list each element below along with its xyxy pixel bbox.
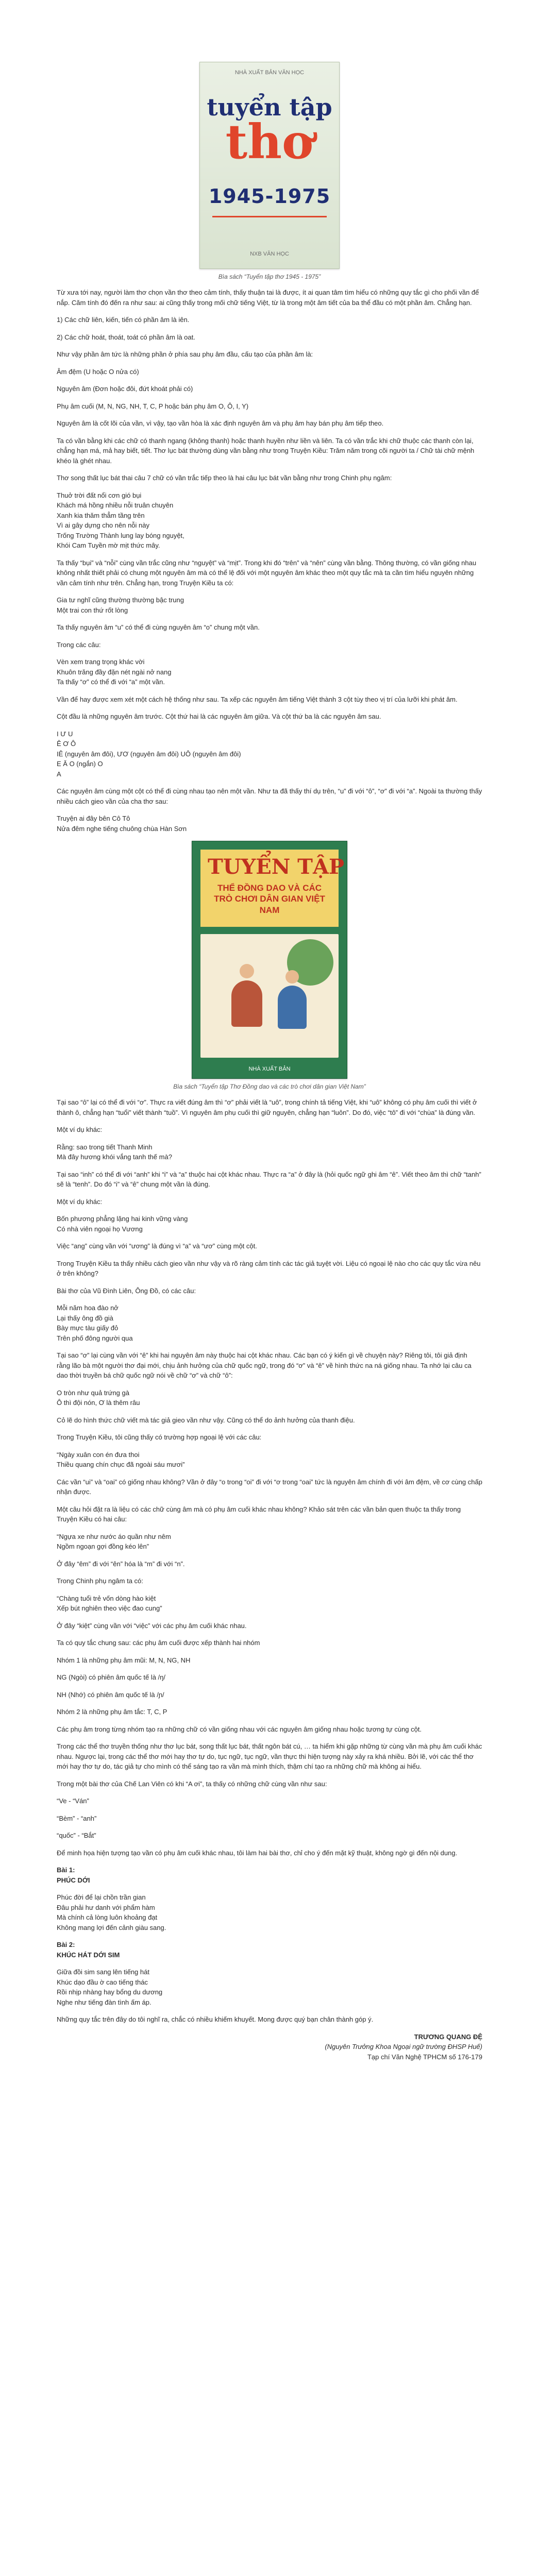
poem-line: Ô thì đội nón, Ơ là thêm râu (57, 1399, 140, 1406)
poem-line: Mỗi năm hoa đào nở (57, 1304, 119, 1312)
article-body-part-2 (57, 1097, 482, 2025)
poem-line: Ê Ơ Ô (57, 740, 76, 748)
poem-block (57, 1892, 482, 1933)
poem-line: Nửa đêm nghe tiếng chuông chùa Hàn Sơn (57, 824, 187, 833)
poem-title (57, 1940, 482, 1960)
poem-line: Khách má hồng nhiều nỗi truân chuyên (57, 501, 174, 509)
paragraph: Trong các câu: (57, 640, 101, 649)
poem-line: Xếp bút nghiên theo việc đao cung” (57, 1604, 162, 1612)
paragraph: NH (Nhớ) có phiên âm quốc tế là /ɲ/ (57, 1690, 164, 1699)
paragraph: Thơ song thất lục bát thai câu 7 chữ có vần trắc tiếp theo là hai câu lục bát vần bằng như trong Chinh phụ ngâm: (57, 474, 392, 482)
figure-book-cover-2 (57, 841, 482, 1090)
book-cover-footer: NXB VĂN HỌC (250, 251, 289, 257)
poem-line: Khuôn trăng đầy đặn nét ngài nở nang (57, 668, 172, 676)
poem-line: Mà đây hương khói vắng tanh thế mà? (57, 1153, 172, 1161)
paragraph: Trong Truyện Kiều, tôi cũng thấy có trường hợp ngoại lệ với các câu: (57, 1433, 262, 1441)
paragraph: Ở đây “kiệt” cùng vần với “việc” với các phụ âm cuối khác nhau. (57, 1621, 247, 1630)
poem-line: Đâu phải hư danh với phẩm hàm (57, 1903, 155, 1911)
paragraph: Một ví dụ khác: (57, 1126, 103, 1133)
paragraph: Tại sao “inh” có thể đi với “anh” khi “i” và “a” thuộc hai cột khác nhau. Thực ra “a” ở đây là (hỏi quốc ngữ ghi âm “ê”. Viết theo âm thì chữ “tanh” sẽ là “tenh”. Do đó “i” và “ê” chung một vần là đúng. (57, 1170, 481, 1188)
poem-block (57, 1532, 482, 1552)
paragraph: “Bèm” - “anh” (57, 1814, 97, 1822)
paragraph: Các phụ âm trong từng nhóm tạo ra những chữ có vần giống nhau với các nguyên âm giống nhau hoặc tương tự cùng cột. (57, 1725, 422, 1733)
paragraph: 2) Các chữ hoát, thoát, toát có phần âm là oat. (57, 333, 195, 341)
paragraph: Nguyên âm (Đơn hoặc đôi, đứt khoát phải có) (57, 385, 193, 393)
paragraph: Các nguyên âm cùng một cột có thể đi cùng nhau tạo nên một vần. Như ta đã thấy thí dụ trên, “u” đi với “ô”, “ơ” đi với “a”. Ngoài ta thường thấy nhiều cách gieo vần của cha thơ sau: (57, 787, 482, 805)
paragraph: Ta có quy tắc chung sau: các phụ âm cuối được xếp thành hai nhóm (57, 1639, 260, 1647)
paragraph: Như vậy phần âm tức là những phần ở phía sau phụ âm đầu, cấu tạo của phần âm là: (57, 350, 313, 358)
paragraph: “Ve - “Ván” (57, 1797, 89, 1805)
book-cover-publisher: NHÀ XUẤT BẢN VĂN HỌC (234, 70, 305, 76)
illustration-child-body (278, 986, 307, 1029)
paragraph: Phụ âm cuối (M, N, NG, NH, T, C, P hoặc bán phụ âm O, Ô, I, Y) (57, 402, 249, 410)
book-cover-publisher: NHÀ XUẤT BẢN (248, 1066, 291, 1072)
paragraph: Ta thấy “bụi” và “nỗi” cùng vần trắc cũng như “nguyệt” và “mịt”. Trong khi đó “trên” và “nên” cùng vần bằng. Thông thường, có vần giống nhau không nhất thiết phải có chung một nguyên âm mà có thể lệ đối với một nguyên âm khác theo một quy tắc mà ta cần tìm hiểu nguyên những vần cảm tính như trên. Chẳng hạn, trong Truyện Kiều ta có: (57, 558, 477, 587)
paragraph: “quốc” - “Bắt” (57, 1832, 96, 1839)
paragraph: NG (Ngòi) có phiên âm quốc tế là /ŋ/ (57, 1673, 165, 1681)
poem-line: E Ă O (ngắn) O (57, 760, 103, 768)
poem-line: Ta thấy “ơ” có thể đi với “a” một vần. (57, 678, 165, 686)
poem-line: Vì ai gây dựng cho nên nỗi này (57, 521, 149, 529)
paragraph: Cỏ lẽ do hình thức chữ viết mà tác giả gieo vần như vậy. Cũng có thể do ảnh hưởng của thanh điệu. (57, 1416, 355, 1424)
paragraph: Tại sao “ô” lại có thể đi với “ơ”. Thực ra viết đúng âm thì “ơ” phải viết là “uô”, trong chính tả tiếng Việt, khi “uô” không có phụ âm cuối thì viết ở thành ô, chẳng hạn “tuổi” viết thành “tuồ”. Vì nguyên âm phụ cuối thì giữ nguyên, chẳng hạn “luôn”. Do đó, việc “tô” đi với “chùa” là đúng vần. (57, 1098, 477, 1116)
poem-line: Bài 1: (57, 1866, 75, 1874)
paragraph: 1) Các chữ liên, kiến, tiến có phần âm là iên. (57, 316, 190, 324)
paragraph: Bài thơ của Vũ Đình Liên, Ông Đồ, có các câu: (57, 1286, 196, 1295)
poem-block (57, 1142, 482, 1162)
poem-line: Vèn xem trang trọng khác vời (57, 658, 145, 666)
poem-block (57, 814, 482, 834)
paragraph: Trong Chinh phụ ngâm ta có: (57, 1577, 143, 1585)
poem-line: Ngồm ngoạn gợi đồng kéo lên” (57, 1543, 149, 1550)
paragraph: Ta có vần bằng khi các chữ có thanh ngang (không thanh) hoặc thanh huyền như liền và liên. Ta có vần trắc khi chữ thuộc các thanh còn lại, chẳng hạn má, mả hay biết, tiết. Thơ lục bát thường dùng vần bằng như trong Truyện Kiều: Trăm năm trong cõi người ta / Chữ tài chữ mệnh khéo là ghét nhau. (57, 436, 475, 465)
author-affiliation: (Nguyên Trưởng Khoa Ngoại ngữ trường ĐHSP Huế) (325, 2043, 482, 2050)
article-body-part-1 (57, 287, 482, 834)
figure-book-cover-1 (57, 62, 482, 280)
paragraph: Một ví dụ khác: (57, 1197, 103, 1206)
poem-block (57, 1450, 482, 1470)
paragraph: Ta thấy nguyên âm “u” có thể đi cùng nguyên âm “o” chung một vần. (57, 623, 260, 631)
paragraph: Nguyên âm là cốt lõi của vần, vì vậy, tạo vần hòa là xác định nguyên âm và phụ âm hay bán phụ âm tiếp theo. (57, 419, 384, 427)
paragraph: Để minh họa hiện tượng tạo vần có phụ âm cuối khác nhau, tôi làm hai bài thơ, chỉ cho ý đến mặt kỹ thuật, không ngờ gì đến nội dung. (57, 1849, 458, 1857)
poem-line: “Chàng tuổi trẻ vốn dòng hào kiệt (57, 1594, 156, 1602)
poem-title (57, 1865, 482, 1885)
poem-block (57, 1388, 482, 1408)
poem-block (57, 1303, 482, 1343)
paragraph: Ở đây “êm” đi với “ên” hóa là “m” đi với “n”. (57, 1560, 185, 1568)
poem-block (57, 657, 482, 687)
poem-line: Lại thấy ông đồ già (57, 1314, 113, 1322)
poem-block (57, 595, 482, 615)
poem-line: Mà chính cả lòng luôn khoảng đạt (57, 1913, 158, 1921)
poem-line: Rồi nhịp nhàng hay bổng du dương (57, 1988, 163, 1996)
paragraph: Trong các thể thơ truyền thống như thơ lục bát, song thất lục bát, thất ngôn bát cú, … ta hiểm khi gặp những từ cùng vần mà phụ âm cuối khác nhau. Ngược lại, trong các thể thơ mới hay thơ tự do, tục ngữ, tục ngữ, vần thực thi hiện tượng này xảy ra khá nhiều. Bởi lẽ, với các thể thơ mới hay thơ tự do, tác giả tự cho mình có thể sáng tạo ra vần mà mình thích, thậm chí tạo ra những chữ mà không ai hiểu. (57, 1742, 482, 1770)
author-signature (57, 2032, 482, 2062)
figure-caption-2: Bìa sách “Tuyển tập Thơ Đồng dao và các trò chơi dân gian Việt Nam” (173, 1083, 366, 1090)
paragraph: Trong một bài thơ của Chế Lan Viên có khi “A ơi”, ta thấy có những chữ cùng vần như sau: (57, 1780, 327, 1788)
figure-caption-1: Bìa sách “Tuyển tập thơ 1945 - 1975” (218, 273, 321, 280)
article (57, 0, 482, 2062)
illustration-child-body (231, 980, 262, 1027)
poem-line: “Ngựa xe như nước áo quần như nêm (57, 1532, 171, 1540)
poem-line: I Ư U (57, 730, 73, 738)
poem-line: Gia tư nghĩ cũng thường thường bậc trung (57, 596, 184, 604)
paragraph: Nhóm 2 là những phụ âm tắc: T, C, P (57, 1708, 167, 1716)
poem-block (57, 1214, 482, 1234)
poem-line: Thuở trời đất nổi cơn gió bụi (57, 491, 142, 499)
paragraph: Từ xưa tới nay, người làm thơ chọn vần thơ theo cảm tính, thấy thuận tai là được, ít ai quan tâm tìm hiểu có những quy tắc gì cho phối vần để nắp. Căm tính đó đến ra như sau: ai cũng thấy trong mối chữ tiếng Việt, từ là trong một âm tiết của ba thể đầu có một phần âm. Chẳng hạn. (57, 289, 479, 307)
book-cover-illustration (200, 934, 339, 1058)
paragraph: Âm đệm (U hoặc O nửa có) (57, 367, 139, 376)
book-cover-stripe (212, 216, 327, 217)
poem-line: Truyện ai đây bên Cô Tô (57, 815, 130, 822)
illustration-child-head (240, 964, 254, 978)
illustration-child-head (285, 970, 299, 984)
poem-line: Một trai con thứ rốt lòng (57, 606, 128, 614)
book-cover-tuyen-tap-tho (199, 62, 340, 269)
poem-line: Có nhà viên ngoại họ Vương (57, 1225, 143, 1233)
poem-line: Bài 2: (57, 1941, 75, 1948)
article-source: Tạp chí Văn Nghệ TPHCM số 176-179 (367, 2053, 482, 2061)
book-cover-years: 1945-1975 (208, 185, 331, 208)
poem-line: Bày mực tàu giấy đỏ (57, 1324, 119, 1332)
poem-line: Trên phố đông người qua (57, 1334, 133, 1342)
book-cover-dong-dao (192, 841, 347, 1079)
paragraph: Vần để hay được xem xét một cách hệ thống như sau. Ta xếp các nguyên âm tiếng Việt thành 3 cột tùy theo vị trí của lưỡi khi phát âm. (57, 695, 458, 703)
paragraph: Tại sao “ơ” lại cùng vần với “ê” khi hai nguyên âm này thuộc hai cột khác nhau. Các bạn có ý kiến gì về chuyện này? Riêng tôi, tôi giả định rằng lão bà một người thơ đại mới, chịu ảnh hưởng của chữ quốc ngữ, trong đó “ơ” và “ê” về hình thức na ná giống nhau. Ta nhớ lại câu ca dao thời truyền bá chữ quốc ngữ nói về chữ “ơ” và chữ “ô”: (57, 1351, 472, 1379)
poem-line: Không mang lợi đến cảnh giàu sang. (57, 1923, 166, 1931)
book-cover-title: TUYỂN TẬP (208, 855, 345, 879)
paragraph: Trong Truyện Kiều ta thấy nhiều cách gieo vần như vậy và rõ ràng cảm tính các tác giả tuyệt vời. Liệu có ngoại lệ nào cho các quy tắc vừa nêu ở trên không? (57, 1259, 481, 1277)
paragraph: Một câu hỏi đặt ra là liệu có các chữ cùng âm mà có phụ âm cuối khác nhau không? Khảo sát trên các vần bản quen thuộc ta thấy trong Truyện Kiều có hai câu: (57, 1505, 461, 1523)
paragraph: Cột đầu là những nguyên âm trước. Cột thứ hai là các nguyên âm giữa. Và cột thứ ba là các nguyên âm sau. (57, 713, 381, 720)
poem-line: IÊ (nguyên âm đôi), ƯƠ (nguyên âm đôi) UÔ (nguyên âm đôi) (57, 750, 241, 758)
poem-line: Bốn phương phẳng lặng hai kinh vững vàng (57, 1215, 188, 1223)
poem-line: PHÚC DỚI (57, 1876, 90, 1884)
poem-block (57, 1594, 482, 1614)
poem-line: Thiều quang chín chục đã ngoài sáu mươi” (57, 1461, 185, 1468)
poem-line: A (57, 770, 61, 778)
poem-line: Rằng: sao trong tiết Thanh Minh (57, 1143, 153, 1151)
paragraph: Các vần “ui” và “oai” có giống nhau không? Vần ở đây “o trong “oi” đi với “ơ trong “oai” tức là nguyên âm chính đi với âm đệm, về cơ cùng chấp nhận được. (57, 1478, 482, 1496)
poem-block (57, 490, 482, 551)
poem-line: Xanh kia thăm thẳm tầng trên (57, 511, 145, 519)
book-cover-title-line2: thơ (225, 114, 314, 170)
poem-block (57, 1967, 482, 2007)
poem-line: Khúc dạo đầu ờ cao tiếng thác (57, 1978, 148, 1986)
paragraph: Nhóm 1 là những phụ âm mũi: M, N, NG, NH (57, 1656, 191, 1664)
book-cover-title-line1: tuyển tập (207, 93, 332, 121)
poem-line: Trống Trường Thành lung lay bóng nguyệt, (57, 531, 184, 539)
paragraph: Việc “ang” cùng vần với “ương” là đúng vì “a” và “ươ” cùng một cột. (57, 1242, 257, 1250)
poem-line: Giữa đồi sim sang lên tiếng hát (57, 1968, 149, 1976)
book-cover-subtitle: THỂ ĐỒNG DAO VÀ CÁC TRÒ CHƠI DÂN GIAN VIỆT NAM (214, 883, 325, 915)
author-name: TRƯƠNG QUANG ĐỆ (414, 2032, 482, 2041)
poem-line: Nghe như tiếng đàn tình ấm áp. (57, 1998, 152, 2006)
paragraph: Những quy tắc trên đây do tôi nghĩ ra, chắc có nhiều khiếm khuyết. Mong được quý bạn chân thành góp ý. (57, 2015, 374, 2023)
poem-block (57, 729, 482, 779)
poem-line: Khói Cam Tuyền mờ mịt thức mây. (57, 541, 160, 549)
poem-line: Phúc đời để lại chồn trần gian (57, 1893, 146, 1901)
poem-line: “Ngày xuân con én đưa thoi (57, 1450, 140, 1459)
poem-line: O tròn như quả trứng gà (57, 1388, 129, 1397)
poem-line: KHÚC HÁT DỚI SIM (57, 1951, 120, 1959)
